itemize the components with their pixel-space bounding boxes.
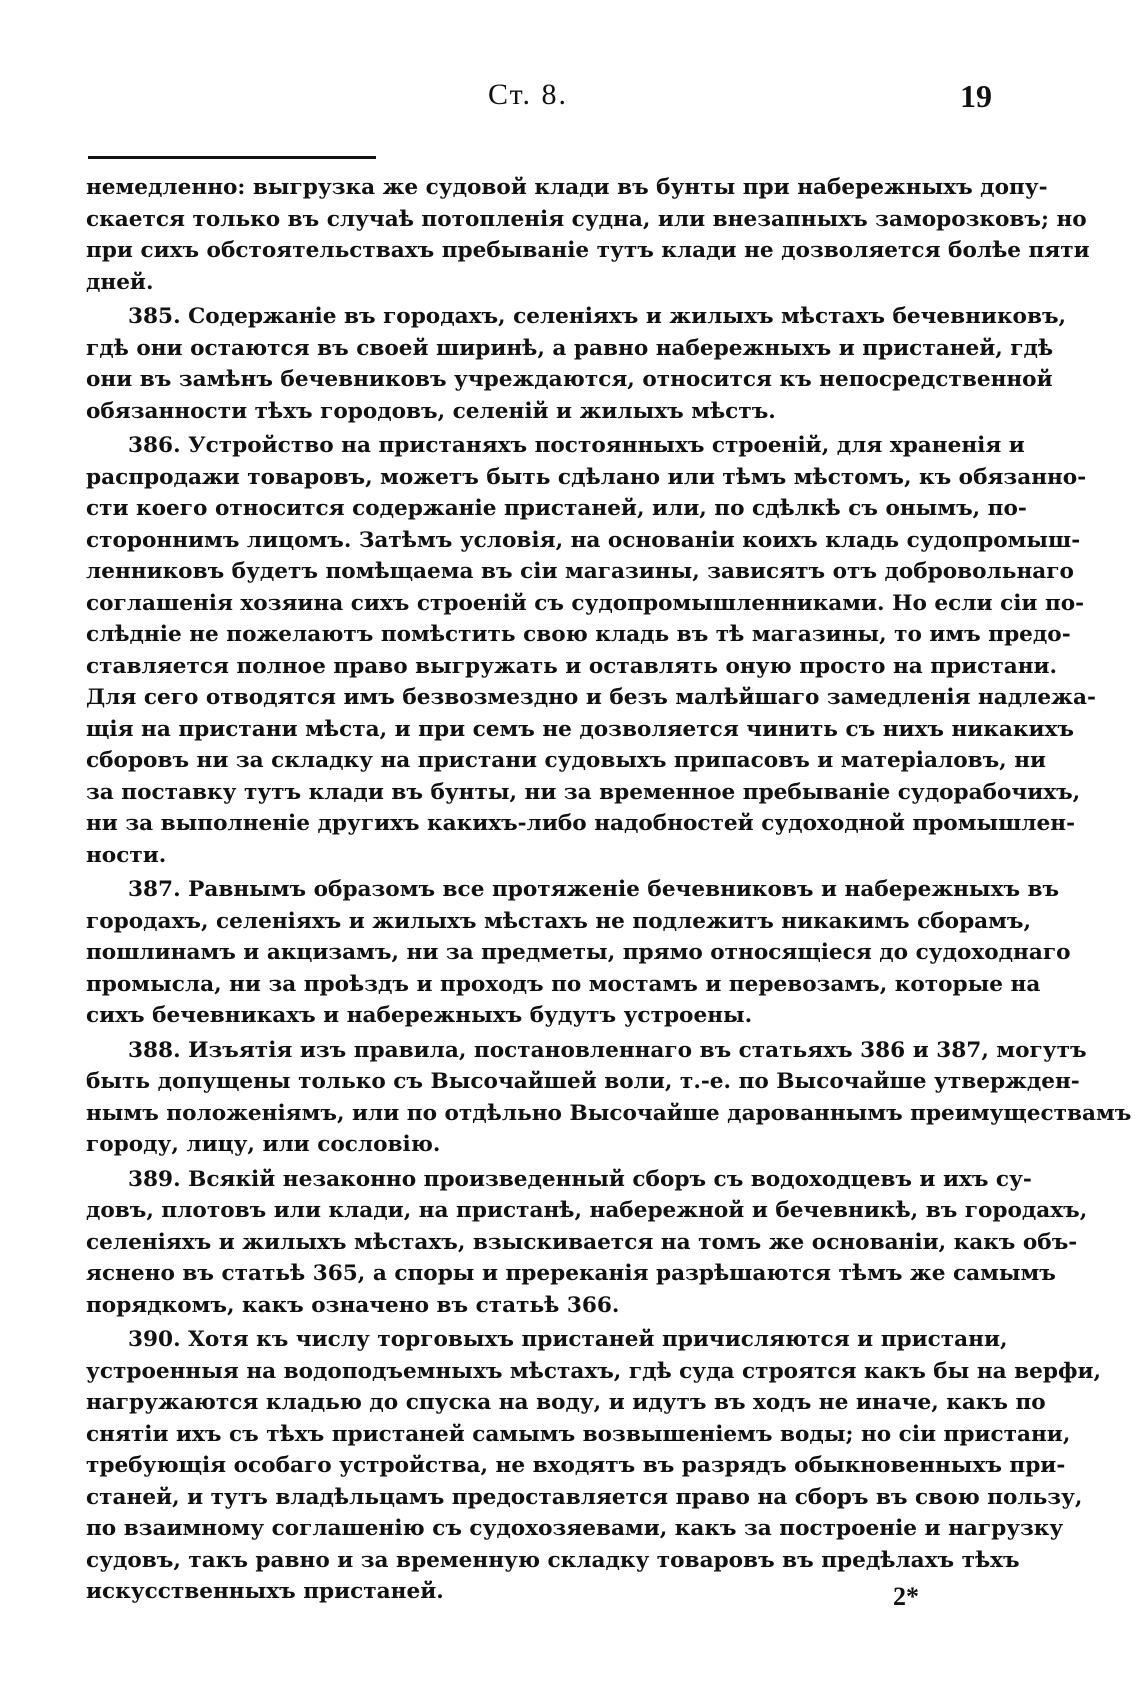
text-line: 390. Хотя къ числу торговыхъ пристаней причисляются и пристани, [128, 1327, 1008, 1352]
text-line: слѣдніе не пожелаютъ помѣстить свою кладь въ тѣ магазины, то имъ предо- [86, 622, 1071, 647]
text-line: сти коего относится содержаніе пристаней, или, по сдѣлкѣ съ онымъ, по- [86, 496, 1027, 521]
paragraph [86, 1164, 1088, 1322]
text-line: устроенныя на водоподъемныхъ мѣстахъ, гдѣ суда строятся какъ бы на верфи, [86, 1358, 1102, 1384]
paragraph [86, 172, 1090, 298]
text-line: гдѣ они остаются въ своей ширинѣ, а равно набережныхъ и пристаней, гдѣ [86, 335, 1054, 361]
text-line: ности. [86, 842, 167, 868]
text-line: дней. [86, 269, 154, 295]
page-number: 19 [960, 78, 992, 114]
text-line: нымъ положеніямъ, или по отдѣльно Высочайше дарованнымъ преимуществамъ [86, 1100, 1132, 1126]
text-line: быть допущены только съ Высочайшей воли, т.-е. по Высочайше утвержден- [86, 1069, 1080, 1094]
header-rule [88, 156, 376, 159]
text-line: немедленно: выгрузка же судовой клади въ бунты при набережныхъ допу- [86, 175, 1048, 200]
text-line: 387. Равнымъ образомъ все протяженіе бечевниковъ и набережныхъ въ [128, 877, 1060, 902]
text-line: обязанности тѣхъ городовъ, селеній и жилыхъ мѣстъ. [86, 398, 776, 424]
paragraph [86, 301, 1067, 427]
text-line: ставляется полное право выгружать и оставлять оную просто на пристани. [86, 653, 1058, 679]
paragraph [86, 1324, 1102, 1608]
paragraph [86, 430, 1096, 871]
text-line: соглашенія хозяина сихъ строеній съ судопромышленниками. Но если сіи по- [86, 590, 1085, 616]
text-line: требующія особаго устройства, не входятъ въ разрядъ обыкновенныхъ при- [86, 1453, 1066, 1478]
text-line: снятіи ихъ съ тѣхъ пристаней самымъ возвышеніемъ воды; но сіи пристани, [86, 1421, 1071, 1447]
text-line: 386. Устройство на пристаняхъ постоянныхъ строеній, для храненія и [128, 433, 1025, 458]
text-line: судовъ, такъ равно и за временную складку товаровъ въ предѣлахъ тѣхъ [86, 1547, 1020, 1573]
text-line: Для сего отводятся имъ безвозмездно и безъ малѣйшаго замедленія надлежа- [86, 685, 1096, 710]
text-line: за поставку тутъ клади въ бунты, ни за временное пребываніе судорабочихъ, [86, 779, 1081, 805]
text-line: сборовъ ни за складку на пристани судовыхъ припасовъ и матеріаловъ, ни [86, 748, 1047, 773]
text-line: городу, лицу, или сословію. [86, 1132, 441, 1157]
body-text [86, 172, 1132, 1608]
text-line: городахъ, селеніяхъ и жилыхъ мѣстахъ не подлежитъ никакимъ сборамъ, [86, 908, 1032, 934]
paragraph [86, 1035, 1132, 1161]
running-header-title: Ст. 8. [488, 78, 568, 111]
text-line: щія на пристани мѣста, и при семъ не дозволяется чинить съ нихъ никакихъ [86, 716, 1074, 742]
text-line: яснено въ статьѣ 365, а споры и пререканія разрѣшаются тѣмъ же самымъ [86, 1261, 1056, 1286]
paragraph [86, 874, 1071, 1032]
text-line: промысла, ни за проѣздъ и проходъ по мостамъ и перевозамъ, которые на [86, 971, 1041, 997]
text-line: 389. Всякій незаконно произведенный сборъ съ водоходцевъ и ихъ су- [128, 1166, 1032, 1192]
text-line: при сихъ обстоятельствахъ пребываніе тутъ клади не дозволяется болѣе пяти [86, 238, 1090, 263]
text-line: стороннимъ лицомъ. Затѣмъ условія, на основаніи коихъ кладь судопромыш- [86, 527, 1081, 553]
text-line: селеніяхъ и жилыхъ мѣстахъ, взыскивается на томъ же основаніи, какъ объ- [86, 1229, 1078, 1255]
text-line: скается только въ случаѣ потопленія судна, или внезапныхъ заморозковъ; но [86, 206, 1087, 232]
text-line: по взаимному соглашенію съ судохозяевами, какъ за построеніе и нагрузку [86, 1516, 1064, 1541]
text-line: искусственныхъ пристаней. [86, 1579, 444, 1604]
text-line: сихъ бечевникахъ и набережныхъ будутъ устроены. [86, 1003, 753, 1028]
text-line: ни за выполненіе другихъ какихъ-либо надобностей судоходной промышлен- [86, 811, 1076, 836]
text-line: они въ замѣнъ бечевниковъ учреждаются, относится къ непосредственной [86, 367, 1053, 392]
text-line: станей, и тутъ владѣльцамъ предоставляется право на сборъ въ свою пользу, [86, 1484, 1083, 1510]
text-line: 388. Изъятія изъ правила, постановленнаго въ статьяхъ 386 и 387, могутъ [128, 1037, 1087, 1063]
text-line: порядкомъ, какъ означено въ статьѣ 366. [86, 1292, 620, 1318]
text-line: пошлинамъ и акцизамъ, ни за предметы, прямо относящіеся до судоходнаго [86, 940, 1071, 965]
text-line: распродажи товаровъ, можетъ быть сдѣлано или тѣмъ мѣстомъ, къ обязанно- [86, 464, 1087, 490]
signature-mark: 2* [893, 1582, 919, 1611]
text-line: довъ, плотовъ или клади, на пристанѣ, набережной и бечевникѣ, въ городахъ, [86, 1198, 1088, 1223]
text-line: 385. Содержаніе въ городахъ, селеніяхъ и жилыхъ мѣстахъ бечевниковъ, [128, 304, 1067, 329]
text-line: нагружаются кладью до спуска на воду, и идутъ въ ходъ не иначе, какъ по [86, 1390, 1046, 1415]
text-line: ленниковъ будетъ помѣщаема въ сіи магазины, зависятъ отъ добровольнаго [86, 559, 1074, 584]
